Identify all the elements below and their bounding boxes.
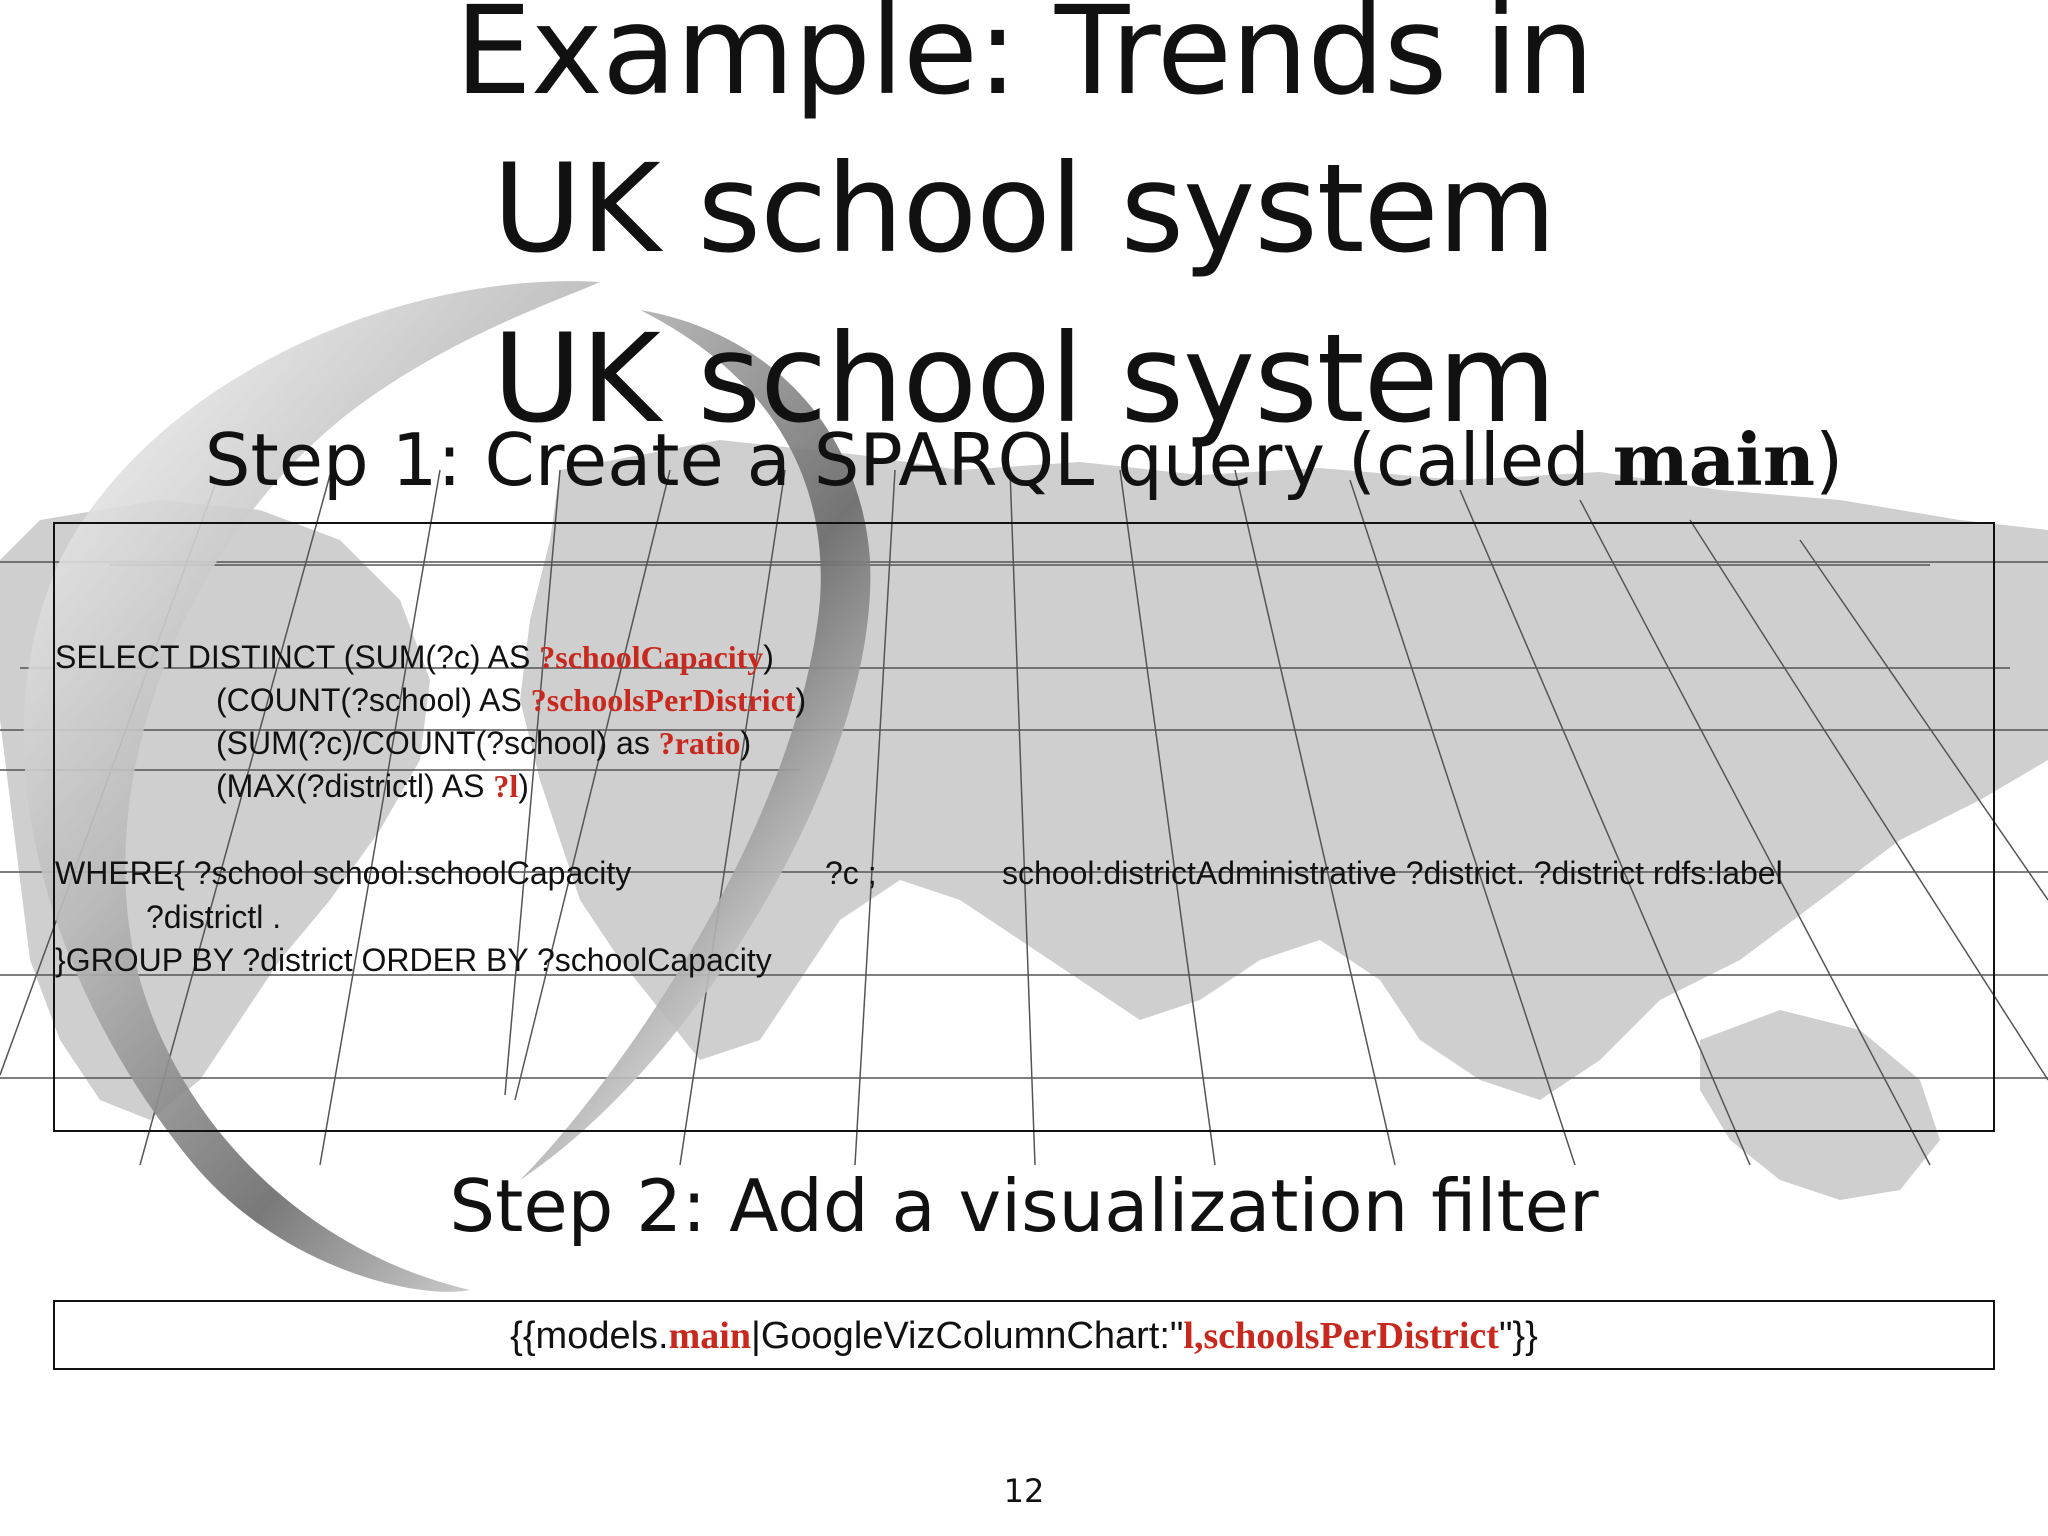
- query-variable: ?ratio: [658, 725, 741, 761]
- query-line-where-var: ?c ;: [825, 855, 877, 891]
- filter-text: {{models.: [510, 1315, 669, 1357]
- query-line-where-predicate: school:districtAdministrative ?district. ?district rdfs:label: [1002, 855, 1783, 891]
- query-line-where: WHERE{ ?school school:schoolCapacity: [55, 855, 632, 891]
- filter-model-name: main: [668, 1315, 751, 1357]
- query-text: SELECT DISTINCT (SUM(?c) AS: [55, 639, 540, 675]
- slide-title-line-3: UK school system: [492, 308, 1556, 450]
- query-variable: ?schoolsPerDistrict: [530, 682, 796, 718]
- step-1-heading: [0, 417, 2048, 502]
- step-1-prefix: Step 1: Create a SPARQL query (called: [204, 418, 1613, 502]
- sparql-query-box: [53, 522, 1995, 1132]
- query-line-select: [55, 641, 774, 673]
- filter-text: "}}: [1498, 1315, 1538, 1357]
- filter-columns: l,schoolsPerDistrict: [1183, 1315, 1499, 1357]
- query-text: ): [763, 639, 774, 675]
- query-text: (MAX(?districtl) AS: [216, 768, 494, 804]
- query-text: (SUM(?c)/COUNT(?school) as: [216, 725, 659, 761]
- slide-title-line-1: Example: Trends in: [454, 0, 1594, 122]
- query-line-groupby: }GROUP BY ?district ORDER BY ?schoolCapacity: [55, 942, 772, 978]
- query-variable: ?schoolCapacity: [539, 639, 764, 675]
- query-text: ): [518, 768, 529, 804]
- query-line-districtl: ?districtl .: [146, 899, 282, 935]
- query-line-ratio: [216, 727, 751, 759]
- visualization-filter-box: [53, 1300, 1995, 1370]
- query-line-count: [216, 684, 806, 716]
- query-name: main: [1612, 417, 1816, 502]
- filter-expression: [55, 1317, 1993, 1355]
- query-variable: ?l: [493, 768, 519, 804]
- step-1-suffix: ): [1815, 418, 1844, 502]
- query-line-max: [216, 770, 529, 802]
- slide-title-line-2: UK school system: [492, 138, 1556, 280]
- query-text: ): [795, 682, 807, 718]
- page-number: 12: [1003, 1472, 1045, 1510]
- query-text: (COUNT(?school) AS: [216, 682, 531, 718]
- filter-text: |GoogleVizColumnChart:": [750, 1315, 1184, 1357]
- step-2-heading: Step 2: Add a visualization filter: [449, 1164, 1599, 1248]
- query-text: ): [740, 725, 752, 761]
